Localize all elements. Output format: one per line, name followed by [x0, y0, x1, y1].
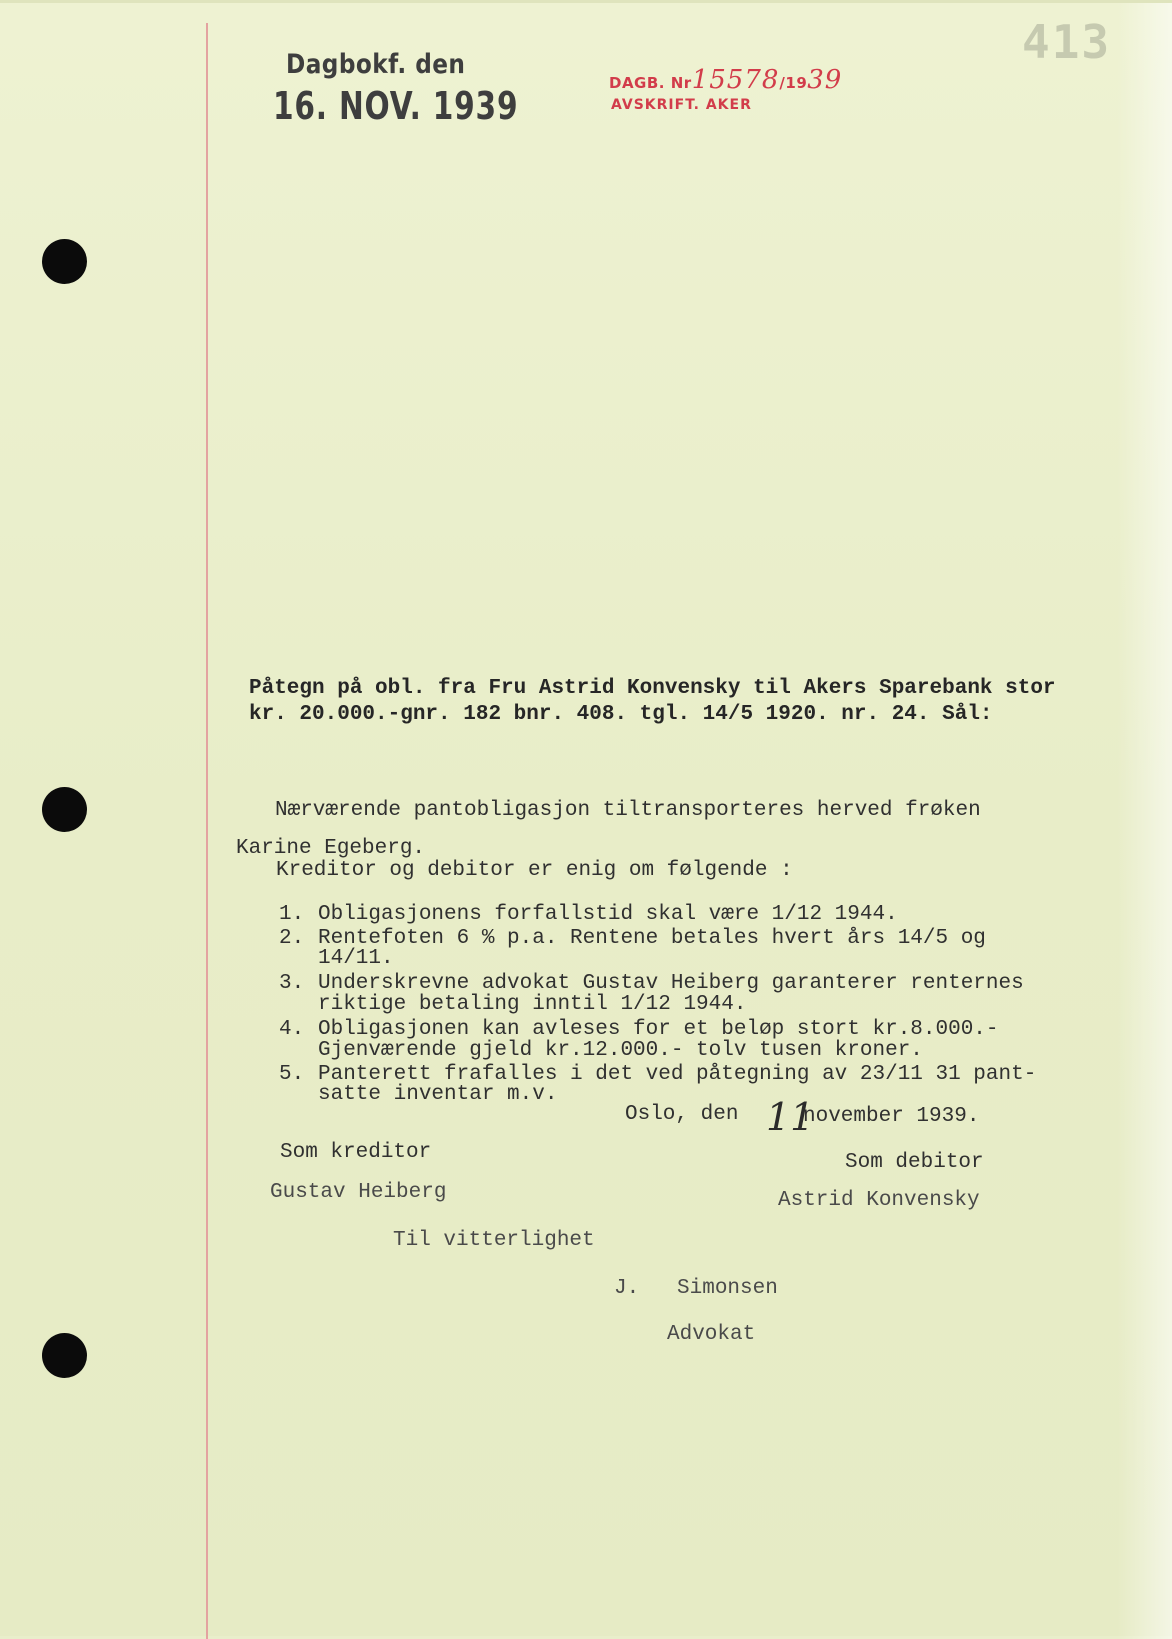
list-item-number: 3. — [279, 972, 305, 995]
dateline-hand-day: 11 — [766, 1095, 815, 1139]
witness-label: Til vitterlighet — [393, 1229, 595, 1252]
stamp-date: 16. NOV. 1939 — [273, 84, 519, 128]
list-item-number: 1. — [279, 903, 305, 926]
debtor-label: Som debitor — [845, 1151, 984, 1174]
heading-line-2: kr. 20.000.-gnr. 182 bnr. 408. tgl. 14/5 1920. nr. 24. Sål: — [249, 703, 993, 726]
list-item-line: Obligasjonen kan avleses for et beløp stort kr.8.000.- — [318, 1018, 999, 1041]
debtor-name: Astrid Konvensky — [778, 1189, 980, 1212]
margin-line — [206, 23, 208, 1639]
creditor-name: Gustav Heiberg — [270, 1181, 447, 1204]
punch-hole-icon — [42, 239, 87, 284]
dateline-suffix: november 1939. — [803, 1105, 980, 1128]
creditor-label: Som kreditor — [280, 1141, 432, 1164]
red-stamp — [609, 65, 842, 113]
list-item-line: Obligasjonens forfallstid skal være 1/12 1944. — [318, 903, 898, 926]
heading-line-1: Påtegn på obl. fra Fru Astrid Konvensky til Akers Sparebank stor — [249, 677, 1056, 700]
list-item-line: Underskrevne advokat Gustav Heiberg garanterer renternes — [318, 972, 1024, 995]
page-number: 413 — [1022, 15, 1112, 69]
list-item-line: Rentefoten 6 % p.a. Rentene betales hvert års 14/5 og — [318, 927, 986, 950]
witness-name: J. Simonsen — [614, 1277, 778, 1300]
list-item-line: satte inventar m.v. — [318, 1083, 558, 1106]
red-stamp-dagb-prefix: DAGB. Nr — [609, 74, 692, 92]
punch-hole-icon — [42, 1333, 87, 1378]
page-edge-shading — [1117, 3, 1172, 1639]
list-item-number: 5. — [279, 1063, 305, 1086]
witness-title: Advokat — [667, 1323, 756, 1346]
punch-hole-icon — [42, 787, 87, 832]
list-item-line: Panterett frafalles i det ved påtegning av 23/11 31 pant- — [318, 1063, 1037, 1086]
red-stamp-hand-year: 39 — [807, 65, 843, 95]
list-item-line: riktige betaling inntil 1/12 1944. — [318, 993, 747, 1016]
registration-stamp — [273, 49, 588, 128]
stamp-dagbok-label: Dagbokf. den — [286, 49, 466, 80]
red-stamp-avskrift: AVSKRIFT. AKER — [611, 97, 752, 113]
list-item-line: 14/11. — [318, 947, 394, 970]
red-stamp-hand-number: 15578 — [691, 65, 780, 95]
dateline-prefix: Oslo, den — [625, 1103, 739, 1126]
list-item-line: Gjenværende gjeld kr.12.000.- tolv tusen kroner. — [318, 1039, 923, 1062]
list-item-number: 2. — [279, 927, 305, 950]
body-intro-1: Nærværende pantobligasjon tiltransporteres herved frøken — [275, 799, 981, 822]
red-stamp-year-prefix: /19 — [779, 74, 808, 92]
list-item-number: 4. — [279, 1018, 305, 1041]
body-intro-2: Karine Egeberg. — [236, 837, 426, 860]
body-intro-3: Kreditor og debitor er enig om følgende : — [276, 859, 793, 882]
